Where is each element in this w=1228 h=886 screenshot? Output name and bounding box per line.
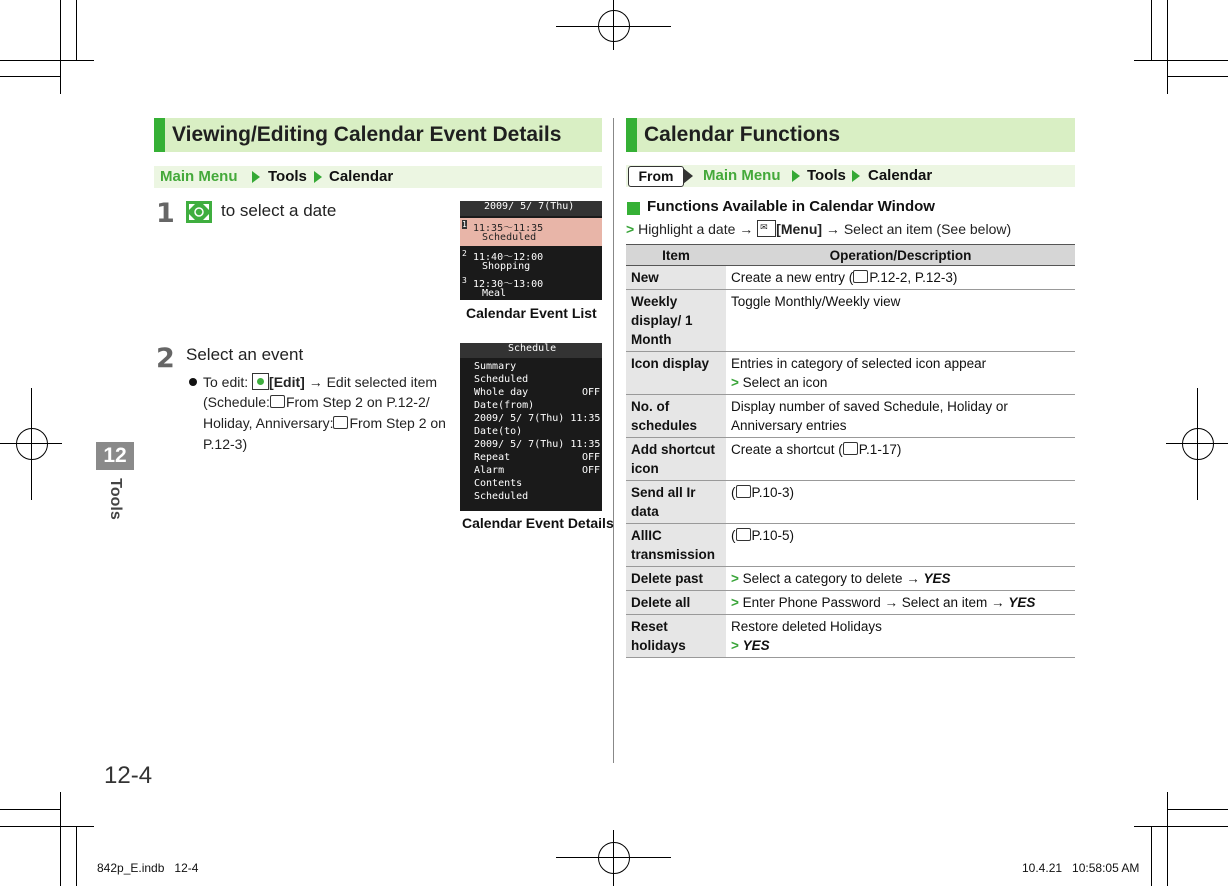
from-badge: From: [628, 166, 684, 187]
bullet-icon: [189, 378, 197, 386]
chapter-label: Tools: [107, 478, 124, 520]
table-header: Item Operation/Description: [626, 245, 1075, 266]
path-main-menu: Main Menu: [703, 167, 781, 184]
crop-mark: [60, 792, 61, 886]
section-title: Viewing/Editing Calendar Event Details: [172, 123, 562, 146]
registration-mark: [598, 842, 630, 874]
square-icon: [627, 202, 640, 215]
crop-mark: [0, 809, 60, 810]
path-calendar: Calendar: [868, 167, 933, 184]
registration-mark: [1197, 388, 1198, 500]
crop-mark: [1134, 826, 1228, 827]
functions-table: [626, 244, 1075, 658]
section-title: Calendar Functions: [644, 123, 841, 146]
menu-path: [626, 165, 1075, 187]
chapter-number: 12: [103, 444, 127, 467]
subsection-title: Functions Available in Calendar Window: [647, 198, 935, 215]
registration-mark: [16, 428, 48, 460]
footer-file: 842p_E.indb 12-4: [97, 861, 199, 875]
menu-key-icon: ✉: [757, 220, 776, 237]
footer-timestamp: 10.4.21 10:58:05 AM: [1022, 861, 1140, 875]
table-row: Weekly display/ 1 Month Toggle Monthly/Weekly view: [626, 290, 1075, 352]
arrow-icon: [852, 170, 860, 182]
instruction-line: > Highlight a date → ✉ [Menu] → Select an item (See below): [626, 221, 1012, 237]
crop-mark: [1151, 826, 1152, 886]
path-calendar: Calendar: [329, 168, 394, 185]
event-row-selected: 1 11:35～11:35 Scheduled: [460, 218, 602, 246]
menu-path: [154, 166, 602, 188]
chapter-tab: [96, 442, 134, 470]
screenshot-caption: Calendar Event List: [466, 305, 597, 321]
crop-mark: [1167, 0, 1168, 94]
screenshot-event-details: Schedule Summary Scheduled Whole day OFF Date(from) 2009/ 5/ 7(Thu) 11:35 Date(to) 2009/ 5/ 7(Thu) 11:35 Repeat OFF Alarm OFF Contents Scheduled: [460, 343, 602, 511]
crop-mark: [1168, 809, 1228, 810]
step-number: 1: [156, 198, 175, 229]
crop-mark: [76, 0, 77, 60]
edit-instruction: To edit: [Edit] → Edit selected item: [203, 374, 438, 390]
table-row: Delete all > Enter Phone Password → Select an item → YES: [626, 591, 1075, 615]
nav-key-icon: [186, 201, 212, 223]
crop-mark: [0, 826, 94, 827]
registration-mark: [613, 0, 614, 50]
screenshot-caption: Calendar Event Details: [462, 515, 614, 531]
page-number: 12-4: [104, 762, 153, 789]
crop-mark: [60, 0, 61, 94]
screen-header: 2009/ 5/ 7(Thu): [460, 201, 602, 216]
registration-mark: [613, 830, 614, 886]
registration-mark: [31, 388, 32, 500]
registration-mark: [1182, 428, 1214, 460]
column-divider: [613, 118, 614, 763]
reference-icon: [736, 528, 751, 541]
reference-icon: [333, 416, 348, 429]
reference-icon: [853, 270, 868, 283]
crop-mark: [0, 76, 60, 77]
crop-mark: [0, 60, 94, 61]
crop-mark: [1134, 60, 1228, 61]
crop-mark: [76, 826, 77, 886]
path-tools: Tools: [807, 167, 846, 184]
reference-icon: [270, 395, 285, 408]
step2-text: Select an event: [186, 345, 304, 364]
reference-icon: [736, 485, 751, 498]
reference-icon: [843, 442, 858, 455]
crop-mark: [1168, 76, 1228, 77]
step-number: 2: [156, 343, 175, 374]
table-row: Delete past > Select a category to delete → YES: [626, 567, 1075, 591]
screenshot-event-list: [460, 201, 602, 300]
table-row: Icon display Entries in category of selected icon appear > Select an icon: [626, 352, 1075, 395]
section-heading: [154, 118, 602, 152]
center-key-icon: [252, 373, 269, 390]
table-row: New Create a new entry ( P.12-2, P.12-3): [626, 266, 1075, 290]
table-row: Add shortcut icon Create a shortcut ( P.1-17): [626, 438, 1075, 481]
path-main-menu: Main Menu: [160, 168, 238, 185]
event-row: 2 11:40～12:00 Shopping: [462, 249, 544, 272]
crop-mark: [1151, 0, 1152, 60]
event-row: 3 12:30～13:00 Meal: [462, 276, 544, 299]
arrow-icon: [314, 171, 322, 183]
step1-text: to select a date: [221, 201, 337, 220]
table-row: Reset holidays Restore deleted Holidays > YES: [626, 615, 1075, 658]
arrow-icon: [792, 170, 800, 182]
screen-header: Schedule: [460, 343, 602, 358]
crop-mark: [1167, 792, 1168, 886]
table-row: Send all Ir data ( P.10-3): [626, 481, 1075, 524]
arrow-icon: [683, 168, 693, 184]
table-row: No. of schedules Display number of saved Schedule, Holiday or Anniversary entries: [626, 395, 1075, 438]
arrow-icon: [252, 171, 260, 183]
path-tools: Tools: [268, 168, 307, 185]
table-row: AllIC transmission ( P.10-5): [626, 524, 1075, 567]
section-heading: [626, 118, 1075, 152]
